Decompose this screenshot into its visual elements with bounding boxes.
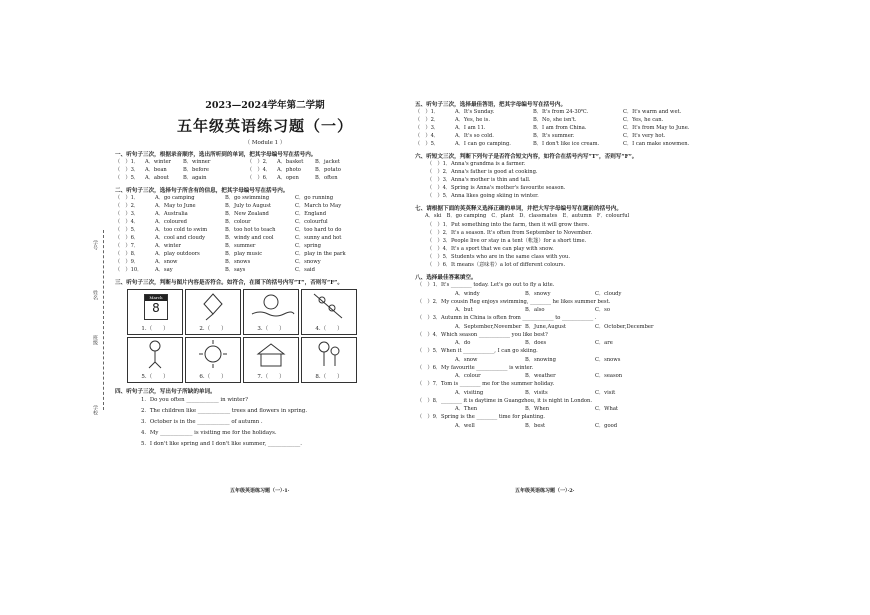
section-5-heading: 五、听句子三次，选择最佳答语，把其字母编号写在括号内。 [415,102,567,108]
question-row [415,132,725,140]
question-row [115,194,415,202]
picture-8: 8.（ ） [301,337,357,383]
row-cell: B．play music [225,251,263,257]
fill-blank-item: 4．My ____________ is visiting me for the holidays. [141,430,277,436]
row-cell: （ ）1． [415,109,440,115]
swimming-child-icon [244,290,298,322]
mc-option: B．visits [525,389,548,396]
section-1-heading: 一、听句子三次，根据录音顺序，选出所听到的单词，把其字母编号写在括号内。 [115,152,317,158]
mc-option: B．best [525,422,546,429]
true-false-item: （ ）2．Anna's father is good at cooking. [427,169,538,175]
row-cell: C．said [295,267,315,273]
fill-blank-item: 1．Do you often ____________ in winter? [141,397,248,403]
mc-option: A．but [455,307,473,313]
picture-1: March 8 1.（ ） [127,289,183,335]
family-icon [302,338,356,370]
mc-option: C．season [595,373,623,379]
mc-option: C．are [595,340,613,346]
mc-option: C．October,December [595,323,654,330]
mc-question: （ ）5．When it ____________, I can go skiing. [417,348,538,354]
mc-question: （ ）1．It's ________ today. Let's go out to fly a kite. [417,282,555,288]
true-false-item: （ ）1．Anna's grandma is a farmer. [427,161,526,167]
row-cell: A．snow [155,259,178,265]
question-row [115,266,415,274]
question-row [115,166,415,174]
mc-option: A．windy [455,290,480,297]
mc-question: （ ）2．My cousin Reg enjoys swimming, ________ he likes summer best. [417,298,611,305]
definition-item: （ ）3．People live or stay in a tent（帐篷）for a short time. [427,238,587,244]
question-row [415,108,725,116]
row-cell: C．It's from May to June. [623,125,690,131]
row-cell: （ ）1． [115,195,140,201]
picture-2: 2.（ ） [185,289,241,335]
footer-page-2: 五年级英语练习题（一）·2· [515,488,575,494]
true-false-item: （ ）5．Anna likes going skiing in winter. [427,193,539,199]
row-cell: B．summer [225,243,256,249]
row-cell [233,158,247,166]
picture-7: 7.（ ） [243,337,299,383]
row-cell: A．too cold to swim [155,227,208,233]
row-cell: B．I am from China. [533,125,587,131]
mc-options [415,372,725,380]
row-cell: B．It's summer. [533,133,575,139]
row-cell: B．I don't like ice cream. [533,141,600,147]
row-cell: C．spring [295,243,321,249]
row-cell: （ ）2． [247,159,272,165]
row-cell: B．says [225,267,246,273]
true-false-item: （ ）4．Spring is Anna's mother's favourite season. [427,185,566,191]
row-cell: C．It's very hot. [623,133,666,139]
row-cell: （ ）8． [115,251,140,257]
row-cell: A．winter [155,243,182,249]
mc-options [415,405,725,413]
question-row [415,140,725,148]
row-cell: （ ）6． [115,235,140,241]
snowy-house-icon [244,338,298,370]
row-cell: （ ）3． [115,211,140,217]
fill-blank-item: 3．October is in the ____________ of autumn . [141,419,263,425]
row-cell: B．colour [225,219,251,225]
row-cell: A．basket [277,159,304,165]
row-cell: A．play outdoors [155,251,200,257]
definition-item: （ ）2．It's a season. It's often from September to November. [427,230,592,236]
section-6-items [415,160,725,200]
row-cell: （ ）3． [415,125,440,131]
row-cell: （ ）6． [247,175,272,181]
question-row [115,242,415,250]
section-7-heading: 七、请根据下面的英英释义选择正确的单词，并把大写字母编号写在题前的括号内。 [415,206,622,212]
row-cell: C．play in the park [295,251,346,257]
row-cell: （ ）1． [115,159,140,165]
mc-question: （ ）6．My favourite ____________ is winter. [417,364,534,371]
row-cell: （ ）9． [115,259,140,265]
mc-option: B．June,August [525,323,566,330]
mc-option: A．Then [455,406,478,412]
row-cell: B．jacket [315,159,340,165]
picture-3: 3.（ ） [243,289,299,335]
mc-option: A．do [455,340,471,346]
mc-option: C．What [595,406,619,412]
row-cell: （ ）4． [247,167,272,173]
title-year: 2023—2024学年第二学期 [205,100,325,111]
mc-option: A．colour [455,373,481,379]
section-3-heading: 三、听句子三次，判断与图片内容是否符合。如符合，在图下的括号内写“T”，否则写“F”。 [115,280,343,286]
word-bank: A．ski B．go camping C．plant D．classmates E．autumn F．colourful [425,213,630,219]
mc-option: C．good [595,422,618,429]
module-label: （ Module 1 ） [244,140,286,146]
mc-option: A．visiting [455,389,484,396]
row-cell: A．go camping [155,195,195,201]
row-cell: （ ）7． [115,243,140,249]
mc-option: B．also [525,307,545,313]
mc-option: A．snow [455,356,478,363]
mc-option: C．so [595,307,610,313]
row-cell: C．England [295,211,327,217]
row-cell: （ ）2． [415,117,440,123]
mc-options [415,290,725,298]
mc-options [415,306,725,314]
section-1-rows [115,158,415,182]
mc-question: （ ）8．________ it is daytime in Guangzhou, it is night in London. [417,397,593,404]
row-cell: （ ）4． [415,133,440,139]
question-row [115,226,415,234]
row-cell: A．coloured [155,219,187,225]
binding-label: 学校 [92,405,98,415]
mc-option: C．cloudy [595,290,622,297]
question-row [115,158,415,166]
definition-item: （ ）1．Put something into the farm, then it will grow there. [427,222,590,228]
row-cell: A．cool and cloudy [155,235,206,241]
row-cell: B．potato [315,167,341,173]
picture-6: 6.（ ） [185,337,241,383]
calendar-icon: March 8 [144,294,168,320]
row-cell: A．I am 11. [455,125,486,131]
mc-options [415,422,725,430]
row-cell: C．snowy [295,259,321,265]
row-cell [233,174,247,182]
true-false-item: （ ）3．Anna's mother is thin and tall. [427,177,531,183]
section-6-heading: 六、听短文三次，判断下列句子是否符合短文内容，如符合在括号内写“T”，否则写“F”。 [415,154,638,160]
mc-option: C．snows [595,356,621,363]
row-cell: A．bean [145,167,167,173]
question-row [415,124,725,132]
definition-item: （ ）5．Students who are in the same class with you. [427,254,571,260]
question-row [415,116,725,124]
picture-5: 5.（ ） [127,337,183,383]
page-title: 五年级英语练习题（一） [176,117,353,135]
right-page [415,100,725,515]
row-cell: （ ）3． [115,167,140,173]
row-cell: C．It's warm and wet. [623,109,682,115]
row-cell: B．New Zealand [225,211,269,217]
binding-line [103,230,104,410]
row-cell: A．Australia [155,211,188,217]
section-5-rows [415,108,725,148]
question-row [115,234,415,242]
section-7-items [415,221,725,269]
section-8-heading: 八、选择最佳答案填空。 [415,275,477,281]
mc-option: A．September,November [455,323,522,330]
mc-question: （ ）7．Tom is ________ me for the summer holiday. [417,381,555,387]
question-row [115,174,415,182]
kite-children-icon [186,290,240,322]
mc-question: （ ）4．Which season ____________ you like best? [417,331,548,338]
mc-option: C．visit [595,389,616,396]
fill-blank-item: 5．I don't like spring and I don't like summer, ____________. [141,441,302,447]
mc-question: （ ）3．Autumn in China is often from ____________ to ____________ . [417,315,597,321]
question-row [115,250,415,258]
mc-option: B．snowy [525,290,551,297]
row-cell: A．winter [145,159,172,165]
picture-grid [115,289,415,383]
row-cell: A．photo [277,167,301,173]
row-cell: B．It's from 24-30℃. [533,109,589,115]
cherry-blossom-icon [302,290,356,322]
row-cell: C．too hard to do [295,227,342,233]
definition-item: （ ）4．It's a sport that we can play with snow. [427,246,554,252]
mc-option: B．snowing [525,356,556,363]
row-cell: （ ）5． [115,175,140,181]
row-cell: C．go running [295,195,334,201]
row-cell: B．again [183,175,207,181]
mc-options [415,356,725,364]
row-cell: C．colourful [295,219,328,225]
row-cell: B．often [315,175,338,181]
mc-option: B．weather [525,373,556,379]
section-4-items [115,395,415,450]
section-8-items [415,281,725,430]
row-cell: B．No, she isn't. [533,117,577,123]
binding-label: 班级 [92,335,98,345]
footer-page-1: 五年级英语练习题（一）·1· [230,488,290,494]
row-cell [233,166,247,174]
mc-option: A．well [455,422,475,429]
row-cell: A．say [155,267,173,273]
row-cell: B．winner [183,159,211,165]
row-cell: （ ）4． [115,219,140,225]
row-cell: A．It's so cold. [455,133,494,139]
mc-option: B．does [525,340,547,346]
mc-options [415,323,725,331]
definition-item: （ ）6．It means（意味着）a lot of different colours. [427,262,566,268]
binding-label: 姓名 [92,290,98,300]
section-2-rows [115,194,415,274]
row-cell: （ ）5． [115,227,140,233]
row-cell: C．March to May [295,203,342,209]
row-cell: B．before [183,167,209,173]
row-cell: B．windy and cool [225,235,274,241]
row-cell: B．go swimming [225,195,270,201]
binding-label: 学号 [92,240,98,250]
question-row [115,258,415,266]
row-cell: B．too hot to teach [225,227,276,233]
row-cell: B．snows [225,259,251,265]
row-cell: A．May to June [155,203,196,209]
mc-option: B．When [525,406,550,412]
sun-icon [186,338,240,370]
row-cell: C．Yes, he can. [623,117,664,123]
fill-blank-item: 2．The children like ____________ trees and flowers in spring. [141,408,308,414]
left-page [115,95,415,510]
row-cell: （ ）2． [115,203,140,209]
mc-question: （ ）9．Spring is the ________ time for planting. [417,414,545,420]
row-cell: B．July to August [225,203,272,209]
picture-4: 4.（ ） [301,289,357,335]
row-cell: A．It's Sunday. [455,109,495,115]
question-row [115,202,415,210]
mc-options [415,389,725,397]
question-row [115,210,415,218]
row-cell: （ ）5． [415,141,440,147]
question-row [115,218,415,226]
row-cell: A．I can go camping. [455,141,511,147]
row-cell: A．about [145,175,169,181]
section-2-heading: 二、听句子三次，选择句子所含有的信息，把其字母编号写在括号内。 [115,188,289,194]
row-cell: （ ）10． [115,267,143,273]
row-cell: C．I can make snowmen. [623,141,690,147]
row-cell: A．open [277,175,299,181]
mc-options [415,339,725,347]
section-4-heading: 四、听句子三次，写出句子所缺的单词。 [115,389,216,395]
child-playing-icon [128,338,182,370]
row-cell: A．Yes, he is. [455,117,490,123]
row-cell: C．sunny and hot [295,235,342,241]
